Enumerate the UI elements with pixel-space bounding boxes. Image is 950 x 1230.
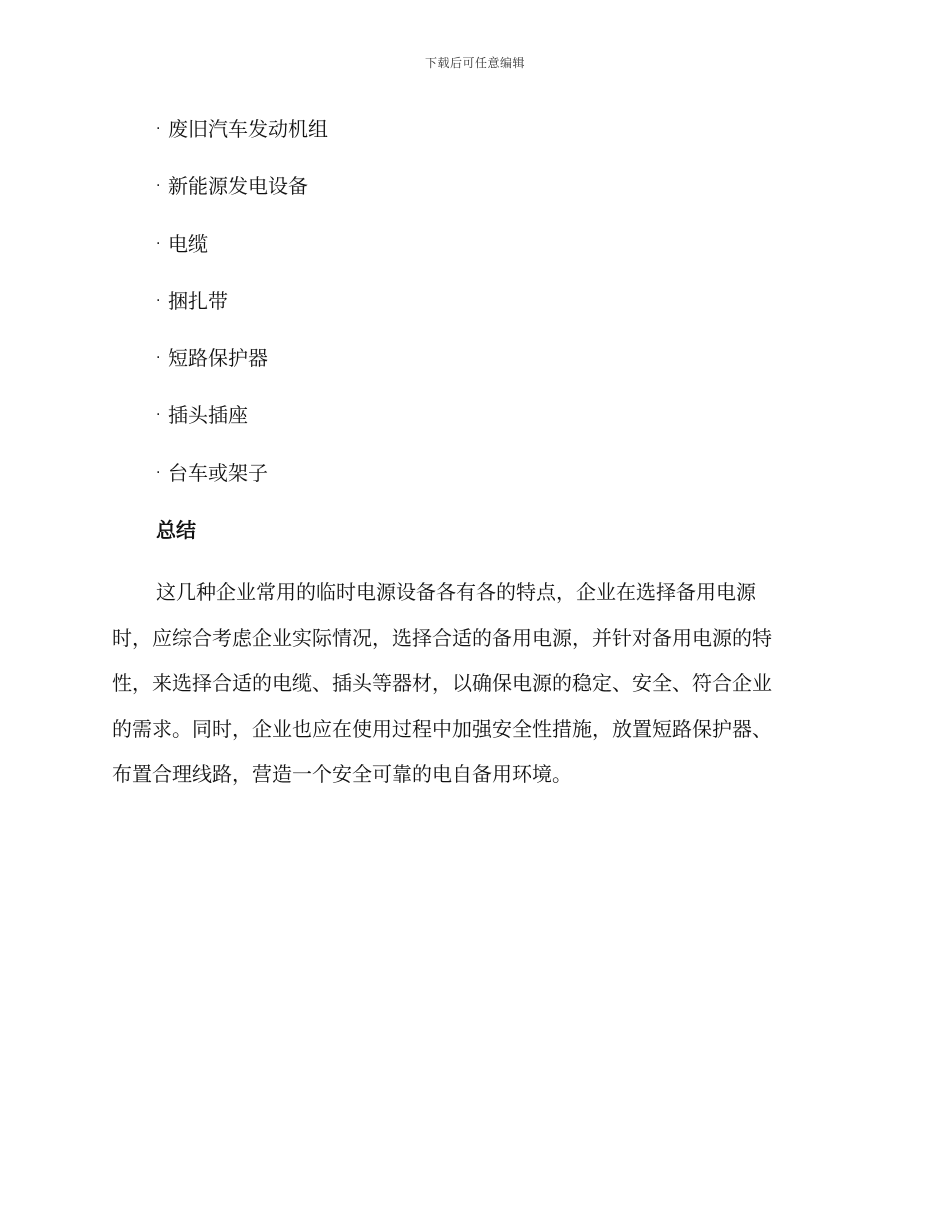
- list-item: [156, 170, 328, 227]
- list-item-text: 捆扎带: [168, 288, 228, 313]
- list-item-text: 插头插座: [168, 403, 248, 428]
- paragraph-line: 这几种企业常用的临时电源设备各有各的特点，企业在选择备用电源: [156, 580, 756, 604]
- bullet-marker: ·: [156, 464, 161, 481]
- bullet-marker: ·: [156, 407, 161, 424]
- bullet-marker: ·: [156, 235, 161, 252]
- summary-paragraph: [112, 570, 836, 798]
- summary-heading: 总结: [156, 518, 196, 542]
- bullet-marker: ·: [156, 178, 161, 195]
- list-item: [156, 228, 328, 285]
- list-item: [156, 399, 328, 456]
- bullet-marker: ·: [156, 121, 161, 137]
- list-item: [156, 342, 328, 399]
- list-item-text: 短路保护器: [168, 346, 268, 371]
- list-item-text: 电缆: [168, 231, 208, 256]
- list-item: [156, 457, 328, 514]
- paragraph-line: 布置合理线路，营造一个安全可靠的电自备用环境。: [112, 762, 572, 786]
- paragraph-line: 时，应综合考虑企业实际情况，选择合适的备用电源，并针对备用电源的特: [112, 625, 772, 650]
- list-item: [156, 285, 328, 342]
- list-item-text: 台车或架子: [168, 460, 268, 485]
- bullet-marker: ·: [156, 292, 161, 309]
- list-item-text: 废旧汽车发动机组: [168, 117, 328, 141]
- list-item: [156, 113, 328, 170]
- equipment-list: [156, 113, 328, 514]
- bullet-marker: ·: [156, 350, 161, 367]
- list-item-text: 新能源发电设备: [168, 174, 308, 199]
- paragraph-line: 性，来选择合适的电缆、插头等器材，以确保电源的稳定、安全、符合企业: [112, 671, 772, 695]
- paragraph-line: 的需求。同时，企业也应在使用过程中加强安全性措施，放置短路保护器、: [112, 716, 772, 741]
- page-header: 下载后可任意编辑: [424, 56, 525, 70]
